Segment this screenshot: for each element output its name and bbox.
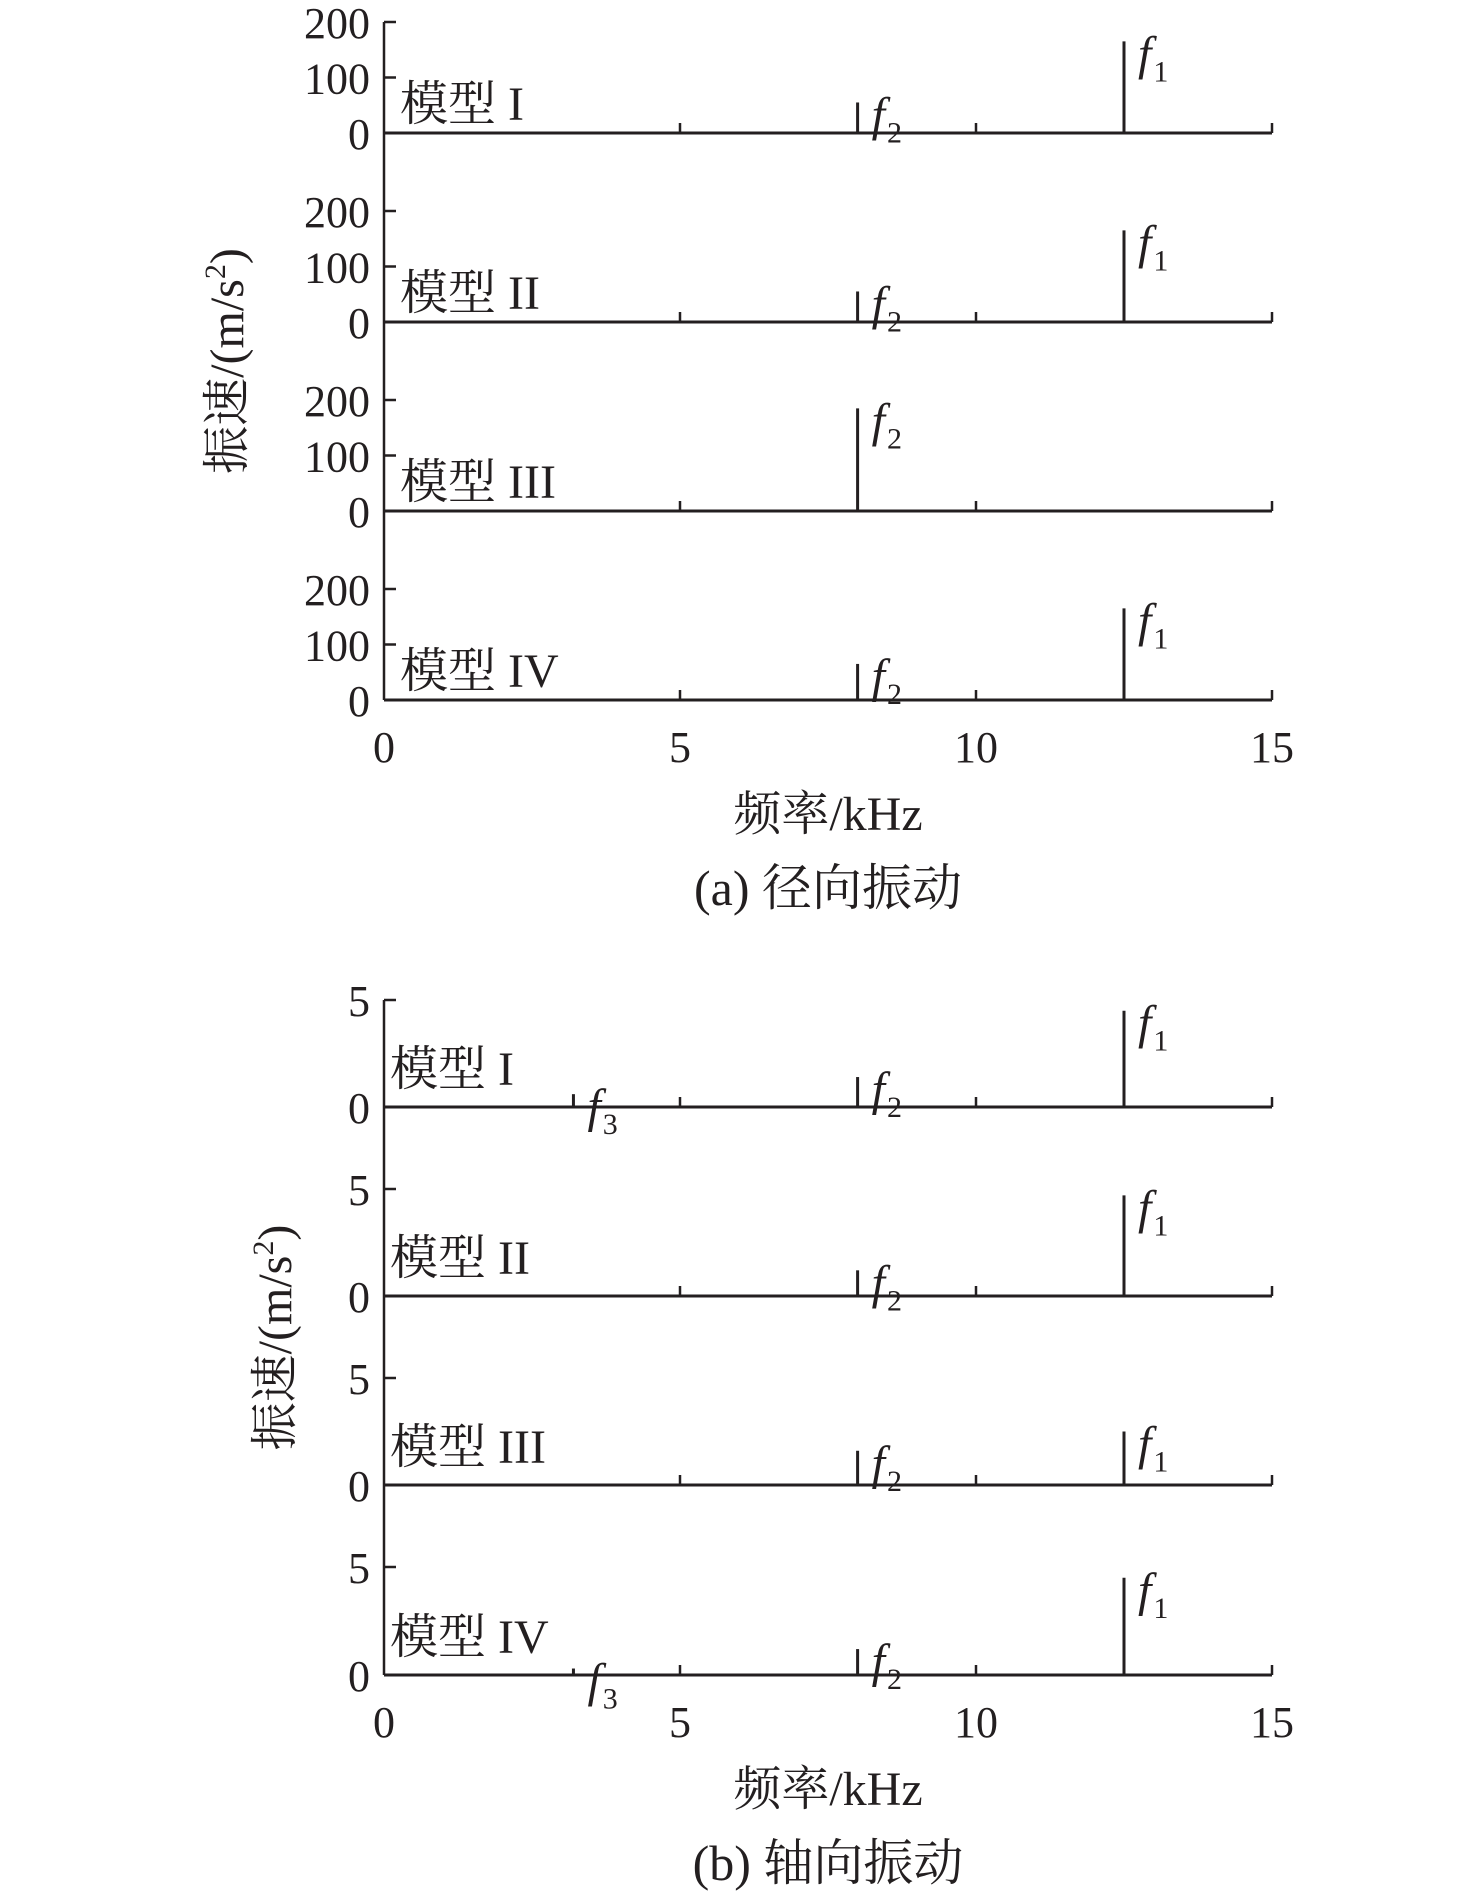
peak-label-subscript: 1: [1153, 1024, 1169, 1058]
y-axis-label-close: ): [201, 248, 254, 265]
y-tick-label: 200: [304, 188, 370, 237]
peak-label: [587, 1655, 617, 1716]
panel-4: [304, 566, 1272, 726]
y-axis-label-main: 振速/(m/s: [201, 279, 254, 474]
y-axis-label: [247, 1225, 302, 1451]
peak-label-subscript: 2: [886, 677, 902, 711]
y-tick-label: 100: [304, 54, 370, 104]
peak-label-f: f: [1138, 216, 1152, 270]
figure-caption: (a) 径向振动: [694, 860, 962, 916]
x-tick-label: 10: [954, 723, 998, 772]
y-tick-label: 200: [304, 377, 370, 426]
y-tick-label: 0: [348, 1652, 370, 1701]
panel-1: [304, 0, 1272, 159]
peak-label: [587, 1080, 617, 1141]
x-tick-label: 10: [954, 1698, 998, 1747]
model-label: 模型 IV: [390, 1611, 549, 1664]
y-tick-label: 0: [348, 110, 370, 159]
model-label: 模型 II: [390, 1232, 530, 1285]
peak-label-f: f: [1138, 1563, 1152, 1617]
model-label: 模型 II: [400, 267, 540, 320]
y-tick-label: 0: [348, 488, 370, 537]
y-tick-label: 0: [348, 1084, 370, 1133]
peak-label-subscript: 1: [1153, 244, 1169, 278]
chart-b-axial: [247, 977, 1294, 1891]
model-label: 模型 III: [390, 1421, 546, 1474]
x-tick-label: 15: [1250, 1698, 1294, 1747]
y-tick-label: 5: [348, 977, 370, 1026]
peak-label: [872, 1437, 902, 1498]
peak-label-subscript: 2: [886, 422, 902, 456]
peak-label-f: f: [871, 1063, 885, 1117]
y-tick-label: 200: [304, 566, 370, 615]
peak-label-f: f: [871, 1635, 885, 1689]
peak-label-subscript: 3: [602, 1682, 618, 1716]
peak-label-subscript: 2: [886, 1464, 902, 1498]
x-tick-label: 5: [669, 723, 691, 772]
panel-3: [304, 377, 1272, 537]
peak-label-f: f: [587, 1654, 601, 1708]
y-tick-label: 0: [348, 1462, 370, 1511]
peak-label-f: f: [871, 649, 885, 703]
peak-label-f: f: [587, 1080, 601, 1134]
peak-label: [872, 394, 902, 455]
peak-label: [872, 1256, 902, 1317]
x-tick-label: 0: [373, 1698, 395, 1747]
y-axis-label-superscript: 2: [199, 264, 232, 280]
panel-2: [304, 188, 1272, 348]
peak-label: [872, 1635, 902, 1696]
peak-label-f: f: [871, 1436, 885, 1490]
panel-2: [348, 1166, 1272, 1322]
peak-label: [872, 277, 902, 338]
peak-label: [872, 650, 902, 711]
y-tick-label: 0: [348, 299, 370, 348]
panel-4: [348, 1544, 1272, 1716]
peak-label-f: f: [1138, 1181, 1152, 1235]
panel-3: [348, 1355, 1272, 1511]
peak-label-subscript: 2: [886, 1091, 902, 1125]
peak-label-f: f: [1138, 996, 1152, 1050]
peak-label: [1138, 1181, 1168, 1242]
x-tick-label: 0: [373, 723, 395, 772]
peak-label-f: f: [1138, 594, 1152, 648]
x-tick-label: 15: [1250, 723, 1294, 772]
x-axis-label: 频率/kHz: [733, 1763, 923, 1816]
y-axis-label-main: 振速/(m/s: [249, 1255, 302, 1451]
peak-label-subscript: 2: [886, 305, 902, 339]
peak-label: [1138, 1564, 1168, 1625]
peak-label: [1138, 997, 1168, 1058]
peak-label-f: f: [1138, 1417, 1152, 1471]
peak-label-subscript: 1: [1153, 1209, 1169, 1243]
peak-label-subscript: 1: [1153, 622, 1169, 656]
panel-1: [348, 977, 1272, 1141]
peak-label-subscript: 1: [1153, 1591, 1169, 1625]
peak-label-f: f: [871, 1256, 885, 1310]
y-tick-label: 0: [348, 1273, 370, 1322]
peak-label-subscript: 2: [886, 1663, 902, 1697]
peak-label: [872, 88, 902, 149]
chart-a-radial: [199, 0, 1294, 916]
model-label: 模型 I: [400, 78, 524, 131]
y-tick-label: 5: [348, 1166, 370, 1215]
peak-label-f: f: [871, 277, 885, 331]
peak-label-subscript: 1: [1153, 1445, 1169, 1479]
model-label: 模型 III: [400, 456, 556, 509]
y-axis-label-superscript: 2: [247, 1240, 280, 1256]
peak-label-subscript: 1: [1153, 55, 1169, 89]
peak-label: [1138, 27, 1168, 88]
model-label: 模型 IV: [400, 645, 559, 698]
peak-label-f: f: [871, 88, 885, 142]
y-tick-label: 100: [304, 621, 370, 671]
peak-label-f: f: [871, 394, 885, 448]
x-axis-label: 频率/kHz: [733, 788, 923, 841]
y-axis-label-close: ): [249, 1224, 302, 1241]
peak-label-subscript: 2: [886, 116, 902, 150]
y-tick-label: 5: [348, 1355, 370, 1404]
peak-label-subscript: 2: [886, 1284, 902, 1318]
peak-label: [1138, 1418, 1168, 1479]
y-tick-label: 100: [304, 432, 370, 482]
y-tick-label: 200: [304, 0, 370, 48]
peak-label-subscript: 3: [602, 1108, 618, 1142]
peak-label: [1138, 594, 1168, 655]
peak-label: [872, 1063, 902, 1124]
x-tick-label: 5: [669, 1698, 691, 1747]
y-tick-label: 100: [304, 243, 370, 293]
y-tick-label: 5: [348, 1544, 370, 1593]
model-label: 模型 I: [390, 1043, 514, 1096]
figure-caption: (b) 轴向振动: [692, 1835, 964, 1891]
peak-label-f: f: [1138, 27, 1152, 81]
peak-label: [1138, 216, 1168, 277]
y-tick-label: 0: [348, 677, 370, 726]
y-axis-label: [199, 248, 254, 474]
